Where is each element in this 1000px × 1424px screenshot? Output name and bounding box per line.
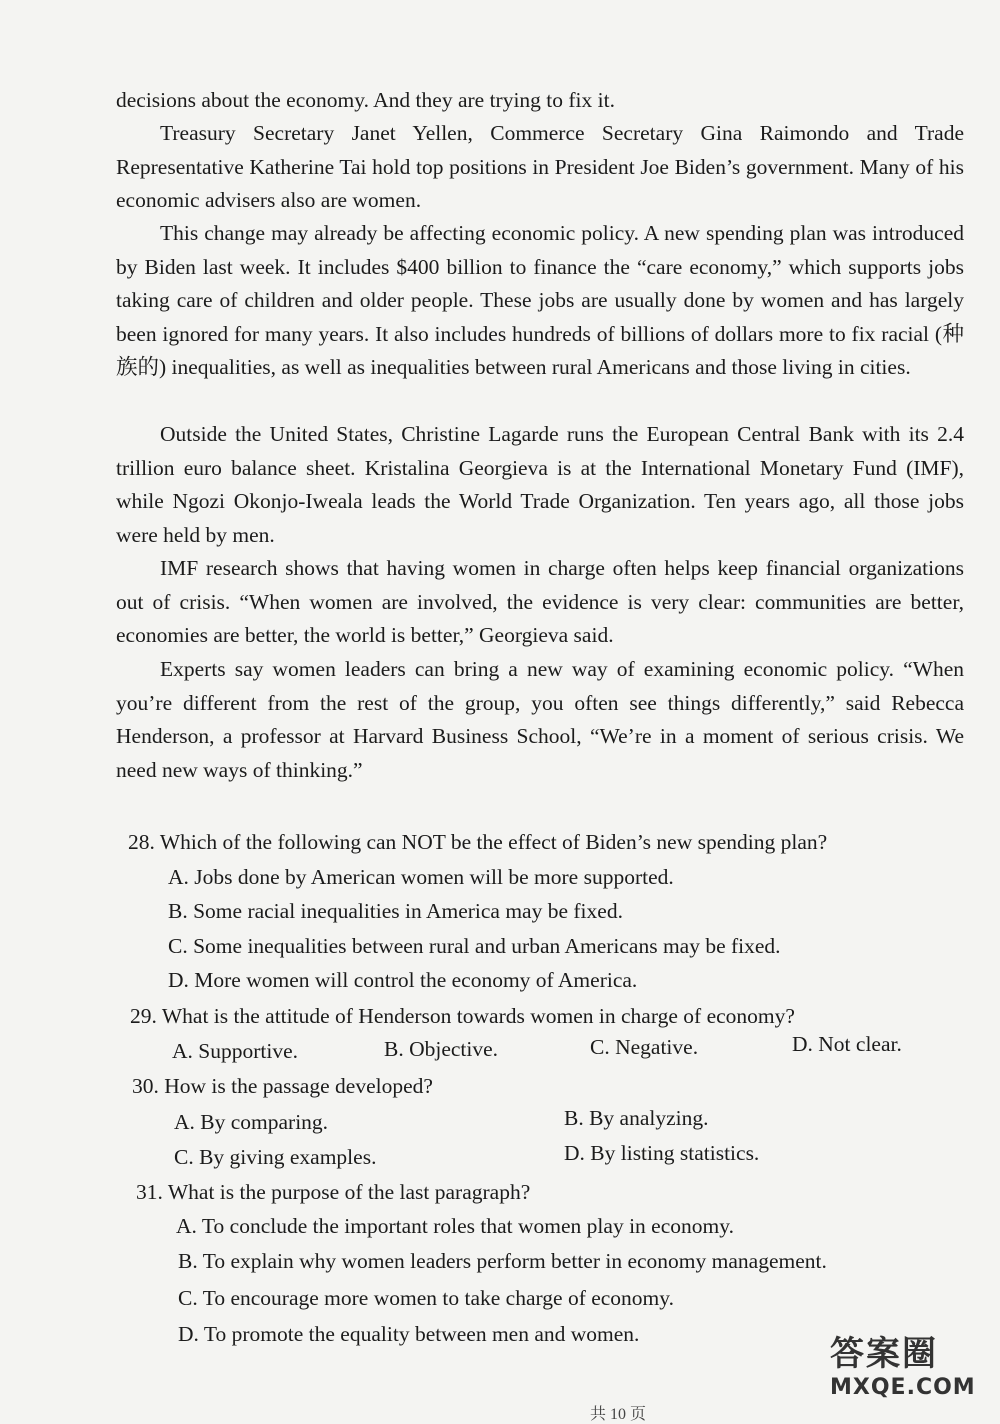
question-30-option-a[interactable]: A. By comparing. — [174, 1110, 329, 1134]
question-31-option-b[interactable]: B. To explain why women leaders perform better in economy management. — [178, 1249, 827, 1273]
logo-text-en: MXQE.COM — [830, 1375, 976, 1400]
passage-paragraph-2: This change may already be affecting economic policy. A new spending plan was introduced by Biden last week. It includes $400 billion to finance the “care economy,” which supports jobs taking care of children and older people. These jobs are usually done by women and has largely been ignored for many years. It also includes hundreds of billions of dollars more to fix racial (种族的) inequalities, as well as inequalities between rural Americans and those living in cities. — [116, 221, 964, 379]
question-29-stem: 29. What is the attitude of Henderson towards women in charge of economy? — [130, 1004, 795, 1028]
question-29-option-c[interactable]: C. Negative. — [590, 1035, 699, 1059]
question-29-option-d[interactable]: D. Not clear. — [792, 1032, 902, 1056]
question-29-option-b[interactable]: B. Objective. — [384, 1037, 499, 1061]
site-logo — [830, 1326, 980, 1406]
passage-paragraph-1: Treasury Secretary Janet Yellen, Commerce Secretary Gina Raimondo and Trade Representative Katherine Tai hold top positions in President Joe Biden’s government. Many of his economic advisers also are women. — [116, 121, 964, 212]
logo-text-cn: 答案圈 — [830, 1334, 938, 1374]
question-30-option-c[interactable]: C. By giving examples. — [174, 1145, 377, 1169]
question-28-stem: 28. Which of the following can NOT be the effect of Biden’s new spending plan? — [128, 830, 828, 854]
question-31-option-c[interactable]: C. To encourage more women to take charge of economy. — [178, 1286, 675, 1310]
question-28-option-a[interactable]: A. Jobs done by American women will be more supported. — [168, 865, 674, 889]
question-30-option-d[interactable]: D. By listing statistics. — [564, 1141, 760, 1165]
question-28-option-b[interactable]: B. Some racial inequalities in America may be fixed. — [168, 899, 623, 923]
question-31-stem: 31. What is the purpose of the last paragraph? — [136, 1180, 531, 1204]
page-footer: 共 10 页 — [590, 1406, 647, 1423]
passage-paragraph-5: Experts say women leaders can bring a new way of examining economic policy. “When you’re different from the rest of the group, you often see things differently,” said Rebecca Henderson, a professor at Harvard Business School, “We’re in a moment of serious crisis. We need new ways of thinking.” — [116, 657, 964, 782]
question-28-option-c[interactable]: C. Some inequalities between rural and urban Americans may be fixed. — [168, 934, 781, 958]
question-31-option-a[interactable]: A. To conclude the important roles that women play in economy. — [176, 1214, 734, 1238]
question-29-option-a[interactable]: A. Supportive. — [172, 1039, 299, 1063]
question-31-option-d[interactable]: D. To promote the equality between men and women. — [178, 1322, 640, 1346]
question-30-option-b[interactable]: B. By analyzing. — [564, 1106, 709, 1130]
passage-paragraph-3: Outside the United States, Christine Lagarde runs the European Central Bank with its 2.4 trillion euro balance sheet. Kristalina Georgieva is at the International Monetary Fund (IMF), while Ngozi Okonjo-Iweala leads the World Trade Organization. Ten years ago, all those jobs were held by men. — [116, 422, 964, 547]
passage-paragraph-4: IMF research shows that having women in charge often helps keep financial organizations out of crisis. “When women are involved, the evidence is very clear: communities are better, economies are better, the world is better,” Georgieva said. — [116, 556, 964, 647]
passage-paragraph-0: decisions about the economy. And they are trying to fix it. — [116, 88, 615, 112]
question-30-stem: 30. How is the passage developed? — [132, 1074, 433, 1098]
question-28-option-d[interactable]: D. More women will control the economy of America. — [168, 968, 638, 992]
